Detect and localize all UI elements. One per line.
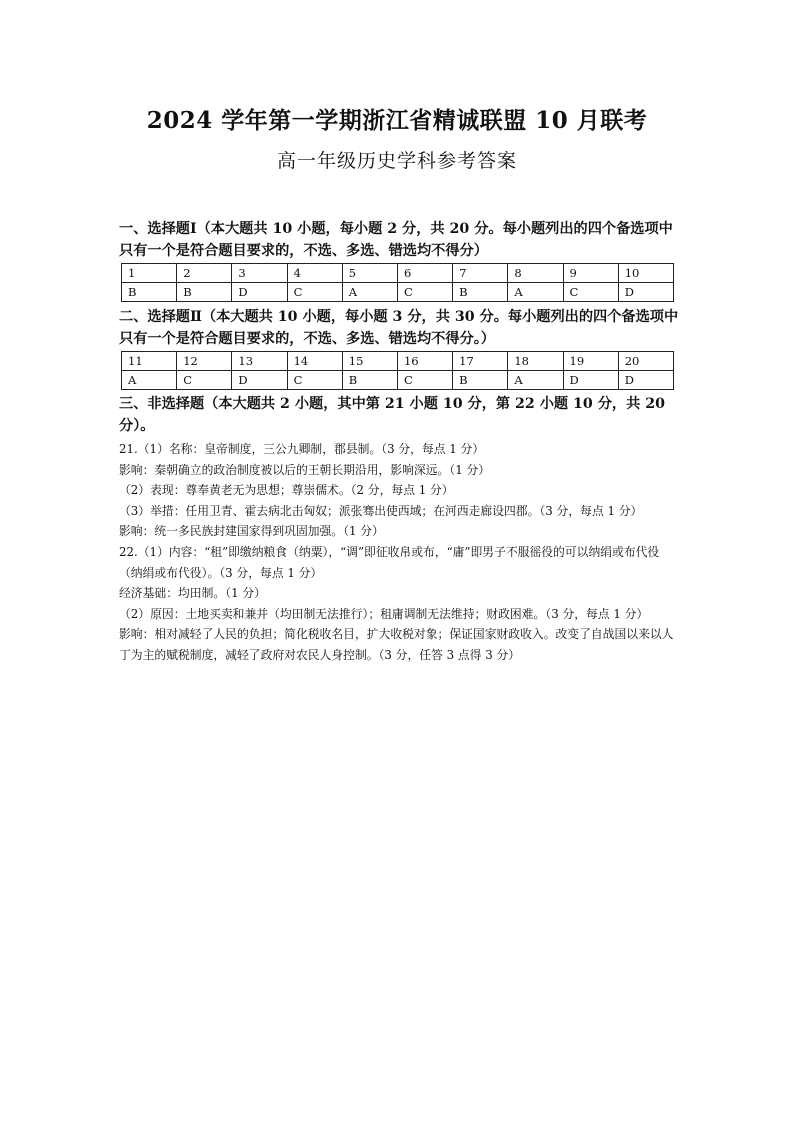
question-number-cell: 11 (122, 352, 177, 371)
answer-cell: A (122, 371, 177, 390)
table-row-answers (122, 283, 674, 302)
answer-cell: B (122, 283, 177, 302)
question-number-cell: 9 (563, 264, 618, 283)
answer-line: 影响：秦朝确立的政治制度被以后的王朝长期沿用，影响深远。（1 分） (119, 462, 491, 477)
answer-line: 经济基础：均田制。（1 分） (119, 586, 266, 601)
question-number-cell: 13 (232, 352, 287, 371)
section3-heading: 三、非选择题（本大题共 2 小题，其中第 21 小题 10 分，第 22 小题 10 分，共 20分）。 (119, 396, 665, 434)
question-number-cell: 1 (122, 264, 177, 283)
document-title: 2024 学年第一学期浙江省精诚联盟 10 月联考 (146, 107, 648, 134)
answer-line: （3）举措：任用卫青、霍去病北击匈奴；派张骞出使西域；在河西走廊设四郡。（3 分，每点 1 分） (119, 503, 643, 518)
answer-cell: B (177, 283, 232, 302)
answer-cell: A (342, 283, 397, 302)
section2-heading: 二、选择题Ⅱ（本大题共 10 小题，每小题 3 分，共 30 分。每小题列出的四个备选项中只有一个是符合题目要求的，不选、多选、错选均不得分。） (119, 309, 679, 347)
answer-cell: D (232, 371, 287, 390)
answer-line: （2）表现：尊奉黄老无为思想；尊崇儒术。（2 分，每点 1 分） (119, 483, 454, 498)
answer-cell: D (618, 283, 673, 302)
answer-cell: A (508, 371, 563, 390)
answer-cell: A (508, 283, 563, 302)
answer-cell: C (177, 371, 232, 390)
answer-line: （2）原因：土地买卖和兼并（均田制无法推行）；租庸调制无法维持；财政困难。（3 分，每点 1 分） (119, 606, 649, 621)
question-number-cell: 4 (287, 264, 342, 283)
section3-answers (119, 439, 679, 666)
answer-cell: B (342, 371, 397, 390)
section1-answer-table (121, 263, 674, 302)
section2-answer-table (121, 351, 674, 390)
question-number-cell: 18 (508, 352, 563, 371)
answer-cell: D (232, 283, 287, 302)
question-number-cell: 10 (618, 264, 673, 283)
answer-cell: B (453, 371, 508, 390)
table-row-answers (122, 371, 674, 390)
answer-line: 影响：相对减轻了人民的负担；简化税收名目，扩大收税对象；保证国家财政收入。改变了自战国以来以人丁为主的赋税制度，减轻了政府对农民人身控制。（3 分，任答 3 点得 3 分） (119, 627, 674, 662)
section1-heading: 一、选择题Ⅰ（本大题共 10 小题，每小题 2 分，共 20 分。每小题列出的四个备选项中只有一个是符合题目要求的，不选、多选、错选均不得分） (119, 221, 673, 259)
answer-cell: C (287, 283, 342, 302)
answer-cell: C (397, 283, 452, 302)
answer-cell: D (618, 371, 673, 390)
question-number-cell: 5 (342, 264, 397, 283)
answer-line: 21.（1）名称：皇帝制度，三公九卿制，郡县制。（3 分，每点 1 分） (119, 442, 485, 456)
question-number-cell: 8 (508, 264, 563, 283)
document-subtitle: 高一年级历史学科参考答案 (276, 150, 517, 172)
table-row-numbers (122, 264, 674, 283)
question-number-cell: 20 (618, 352, 673, 371)
question-number-cell: 2 (177, 264, 232, 283)
answer-line: 影响：统一多民族封建国家得到巩固加强。（1 分） (119, 524, 384, 539)
answer-line: 22.（1）内容：“租”即缴纳粮食（纳粟），“调”即征收帛或布，“庸”即男子不服徭役的可以纳绢或布代役（纳绢或布代役）。（3 分，每点 1 分） (119, 544, 660, 580)
table-row-numbers (122, 352, 674, 371)
answer-cell: C (563, 283, 618, 302)
question-number-cell: 12 (177, 352, 232, 371)
question-number-cell: 14 (287, 352, 342, 371)
question-number-cell: 3 (232, 264, 287, 283)
answer-cell: B (453, 283, 508, 302)
question-number-cell: 6 (397, 264, 452, 283)
question-number-cell: 16 (397, 352, 452, 371)
question-number-cell: 15 (342, 352, 397, 371)
question-number-cell: 17 (453, 352, 508, 371)
answer-cell: C (287, 371, 342, 390)
question-number-cell: 7 (453, 264, 508, 283)
question-number-cell: 19 (563, 352, 618, 371)
answer-cell: D (563, 371, 618, 390)
answer-cell: C (397, 371, 452, 390)
